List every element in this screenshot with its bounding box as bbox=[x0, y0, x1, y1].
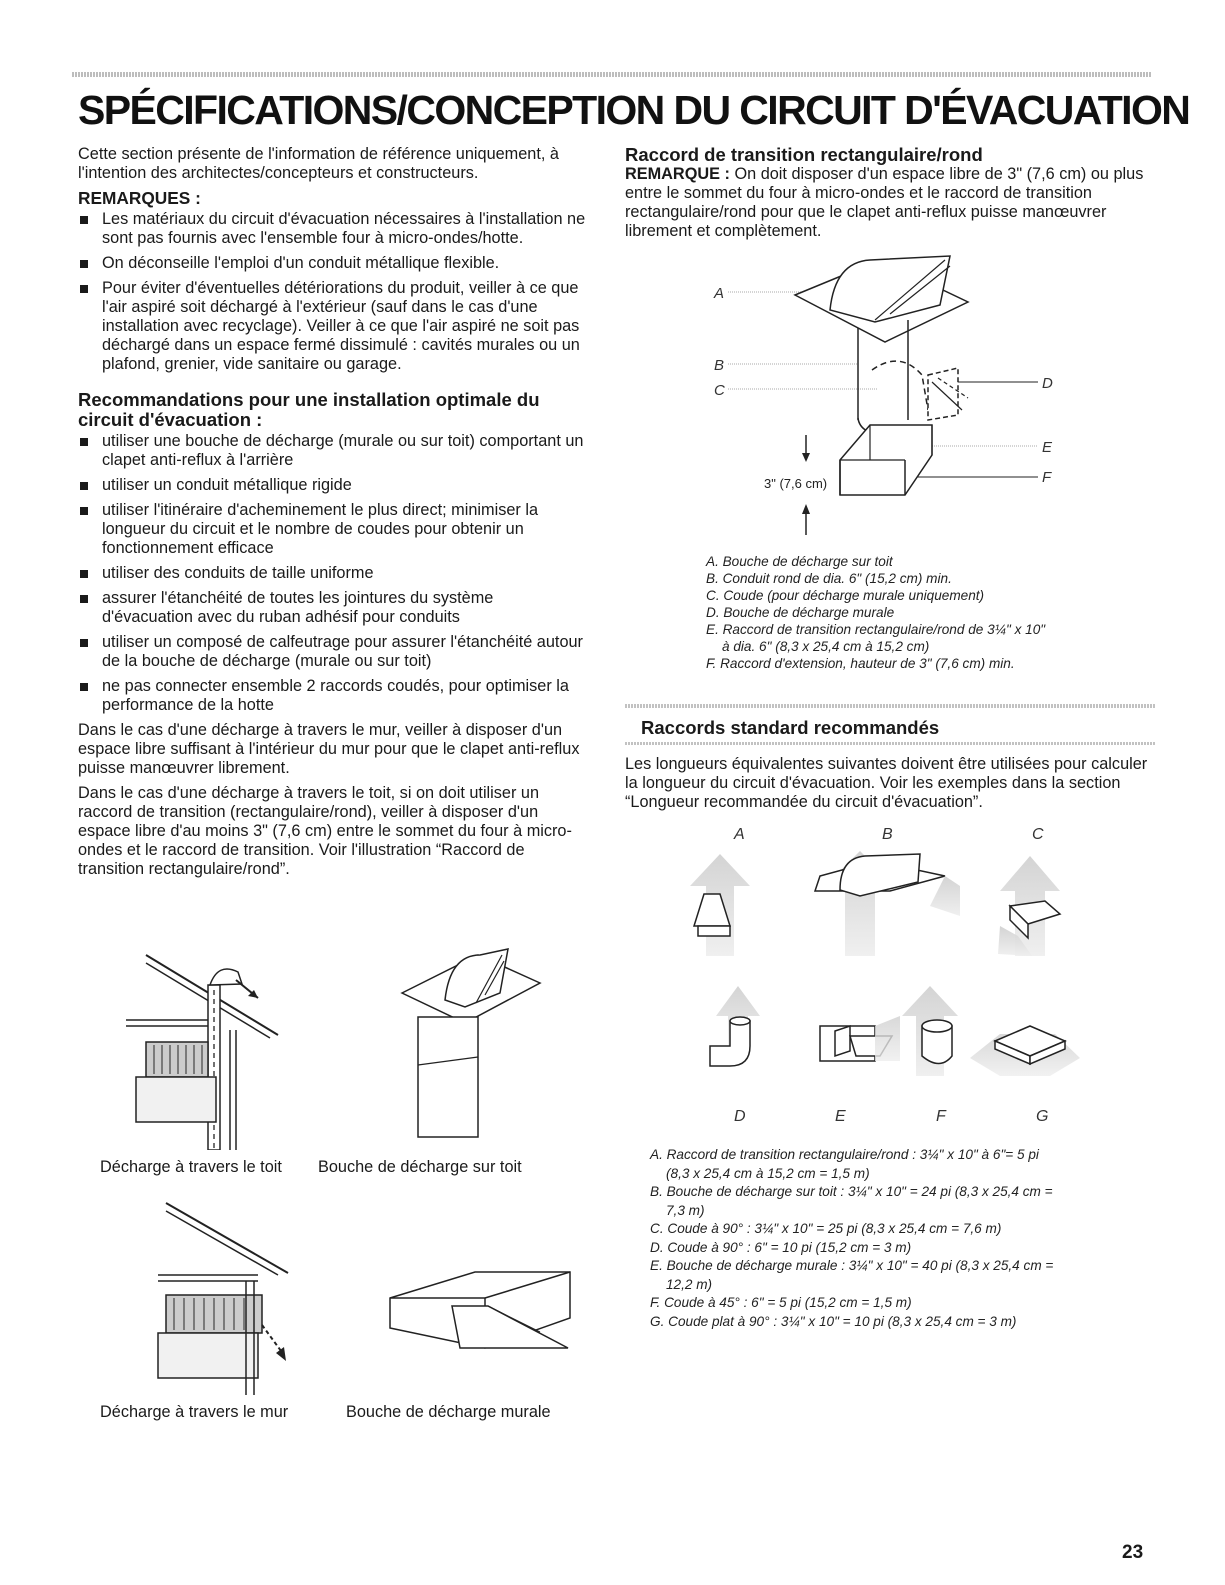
fitting-legend-item: E. Bouche de décharge murale : 3¼" x 10" = 40 pi (8,3 x 25,4 cm = bbox=[650, 1258, 1054, 1273]
diagram-label-c: C bbox=[714, 382, 725, 399]
wall-discharge-paragraph: Dans le cas d'une décharge à travers le mur, veiller à disposer d'un espace libre suffisant à l'intérieur du mur pour que le clapet anti-reflux puisse manœuvrer librement. bbox=[78, 721, 580, 777]
fittings-illustration bbox=[660, 846, 1120, 1106]
intro-paragraph: Cette section présente de l'information de référence uniquement, à l'intention des architectes/concepteurs et constructeurs. bbox=[78, 145, 559, 182]
top-divider bbox=[72, 72, 1152, 77]
diagram-label-f: F bbox=[1042, 469, 1052, 486]
right-column bbox=[625, 145, 1160, 241]
fitting-legend-item: C. Coude à 90° : 3¼" x 10" = 25 pi (8,3 x 25,4 cm = 7,6 m) bbox=[650, 1221, 1002, 1236]
recommandations-list bbox=[78, 432, 588, 715]
fitting-letter-e: E bbox=[835, 1108, 846, 1125]
diagram-label-e: E bbox=[1042, 439, 1053, 456]
diagram-label-b: B bbox=[714, 357, 725, 374]
fitting-legend-item: B. Bouche de décharge sur toit : 3¼" x 10" = 24 pi (8,3 x 25,4 cm = bbox=[650, 1184, 1053, 1199]
remarque-text: On doit disposer d'un espace libre de 3" (7,6 cm) ou plus entre le sommet du four à micro-ondes et le raccord de transition rectangulaire/rond pour que le clapet anti-reflux puisse manœuvrer librement et complètement. bbox=[625, 165, 1144, 240]
fitting-legend-item: D. Coude à 90° : 6" = 10 pi (15,2 cm = 3 m) bbox=[650, 1239, 912, 1255]
legend-item: F. Raccord d'extension, hauteur de 3" (7,6 cm) min. bbox=[706, 656, 1015, 671]
fitting-letter-g: G bbox=[1036, 1108, 1049, 1125]
remarque-item: Les matériaux du circuit d'évacuation nécessaires à l'installation ne sont pas fournis avec l'ensemble four à micro-ondes/hotte. bbox=[78, 210, 588, 248]
page-title: SPÉCIFICATIONS/CONCEPTION DU CIRCUIT D'ÉVACUATION bbox=[78, 87, 1190, 133]
legend-item: à dia. 6" (8,3 x 25,4 cm à 15,2 cm) bbox=[722, 639, 930, 654]
recommandation-item: utiliser des conduits de taille uniforme bbox=[78, 564, 588, 583]
fitting-legend-item: G. Coude plat à 90° : 3¼" x 10" = 10 pi (8,3 x 25,4 cm = 3 m) bbox=[650, 1313, 1017, 1329]
fitting-legend-item: 12,2 m) bbox=[666, 1276, 713, 1292]
section-divider bbox=[625, 742, 1155, 745]
fitting-letter-a: A bbox=[734, 826, 745, 843]
wall-discharge-caption: Décharge à travers le mur bbox=[100, 1403, 289, 1421]
diagram-label-a: A bbox=[714, 285, 725, 302]
transition-legend bbox=[706, 553, 1146, 672]
section-divider bbox=[625, 704, 1155, 708]
roof-discharge-paragraph: Dans le cas d'une décharge à travers le toit, si on doit utiliser un raccord de transition (rectangulaire/rond), veiller à disposer d'un espace libre d'au moins 3" (7,6 cm) entre le sommet du four à micro-ondes et le raccord de transition. Voir l'illustration “Raccord de transition rectangulaire/rond”. bbox=[78, 784, 572, 878]
recommandation-item: assurer l'étanchéité de toutes les jointures du système d'évacuation avec du ruban adhésif pour conduits bbox=[78, 589, 588, 627]
recommandations-heading: Recommandations pour une installation optimale du circuit d'évacuation : bbox=[78, 389, 540, 430]
recommandation-item: utiliser l'itinéraire d'acheminement le plus direct; minimiser la longueur du circuit et le nombre de coudes pour obtenir un fonctionnement efficace bbox=[78, 501, 588, 558]
legend-item: E. Raccord de transition rectangulaire/rond de 3¼" x 10" bbox=[706, 622, 1046, 637]
fitting-legend-item: A. Raccord de transition rectangulaire/rond : 3¼" x 10" à 6"= 5 pi bbox=[650, 1147, 1039, 1162]
roof-discharge-caption: Décharge à travers le toit bbox=[100, 1158, 282, 1176]
fitting-legend-item: F. Coude à 45° : 6" = 5 pi (15,2 cm = 1,5 m) bbox=[650, 1295, 912, 1310]
transition-remarque bbox=[625, 165, 1160, 241]
roof-cap-caption: Bouche de décharge sur toit bbox=[318, 1158, 522, 1176]
legend-item: A. Bouche de décharge sur toit bbox=[706, 554, 893, 569]
transition-heading: Raccord de transition rectangulaire/rond bbox=[625, 144, 983, 165]
fitting-legend-item: (8,3 x 25,4 cm à 15,2 cm = 1,5 m) bbox=[666, 1165, 870, 1181]
remarque-label: REMARQUE : bbox=[625, 165, 730, 183]
wall-cap-caption: Bouche de décharge murale bbox=[346, 1403, 551, 1421]
fitting-letter-f: F bbox=[936, 1108, 946, 1125]
remarque-item: On déconseille l'emploi d'un conduit métallique flexible. bbox=[78, 254, 588, 273]
remarques-heading: REMARQUES : bbox=[78, 188, 201, 208]
recommandation-item: utiliser un composé de calfeutrage pour assurer l'étanchéité autour de la bouche de décharge (murale ou sur toit) bbox=[78, 633, 588, 671]
legend-item: C. Coude (pour décharge murale uniquement) bbox=[706, 588, 985, 603]
left-column bbox=[78, 145, 588, 879]
wall-discharge-illustration bbox=[148, 1195, 298, 1395]
fitting-letter-c: C bbox=[1032, 826, 1044, 843]
recommandation-item: utiliser une bouche de décharge (murale ou sur toit) comportant un clapet anti-reflux à l'arrière bbox=[78, 432, 588, 470]
fitting-letter-d: D bbox=[734, 1108, 746, 1125]
roof-cap-illustration bbox=[390, 945, 560, 1140]
fitting-legend-item: 7,3 m) bbox=[666, 1202, 705, 1218]
wall-cap-illustration bbox=[380, 1268, 580, 1368]
transition-diagram bbox=[700, 250, 1070, 550]
remarque-item: Pour éviter d'éventuelles détériorations du produit, veiller à ce que l'air aspiré soit déchargé à l'extérieur (sauf dans le cas d'une installation avec recyclage). Veiller à ce que l'air aspiré ne soit pas déchargé dans un espace fermé dissimulé : cavités murales ou un plafond, grenier, vide sanitaire ou garage. bbox=[78, 279, 588, 374]
standard-heading: Raccords standard recommandés bbox=[641, 717, 940, 738]
page-number: 23 bbox=[1122, 1542, 1144, 1563]
clearance-label: 3" (7,6 cm) bbox=[764, 476, 828, 491]
fitting-letter-b: B bbox=[882, 826, 893, 843]
remarques-list bbox=[78, 210, 588, 374]
legend-item: B. Conduit rond de dia. 6" (15,2 cm) min. bbox=[706, 571, 952, 586]
diagram-label-d: D bbox=[1042, 375, 1053, 392]
roof-discharge-illustration bbox=[118, 950, 288, 1150]
recommandation-item: ne pas connecter ensemble 2 raccords coudés, pour optimiser la performance de la hotte bbox=[78, 677, 588, 715]
fittings-legend bbox=[650, 1146, 1150, 1331]
standard-intro: Les longueurs équivalentes suivantes doivent être utilisées pour calculer la longueur du circuit d'évacuation. Voir les exemples dans la section “Longueur recommandée du circuit d'évacuation”. bbox=[625, 755, 1148, 811]
recommandation-item: utiliser un conduit métallique rigide bbox=[78, 476, 588, 495]
standard-section bbox=[625, 704, 1155, 812]
legend-item: D. Bouche de décharge murale bbox=[706, 605, 895, 620]
